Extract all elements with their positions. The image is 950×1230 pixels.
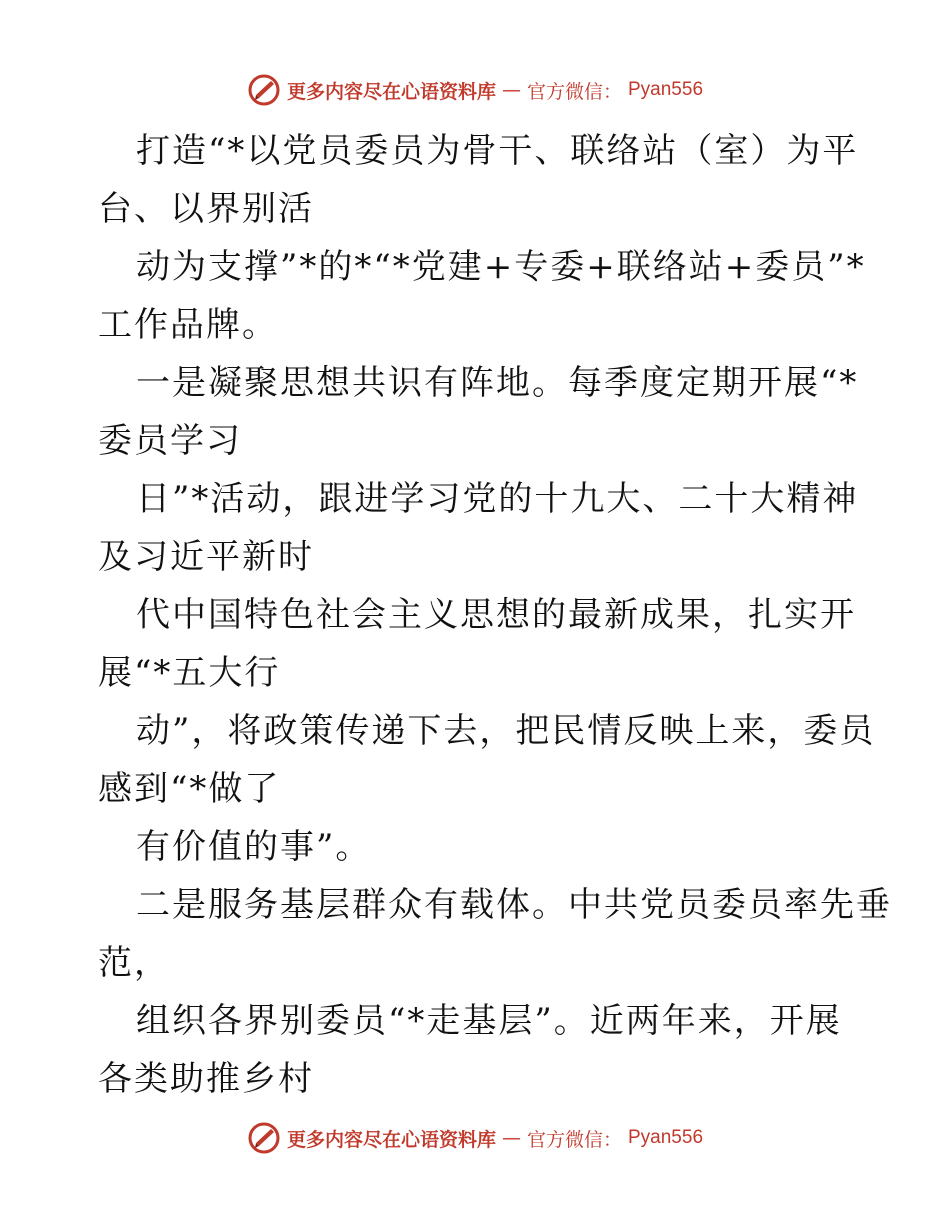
header-brand: 更多内容尽在心语资料库: [286, 80, 496, 103]
header-dash: —: [501, 79, 521, 101]
header-banner: [0, 70, 950, 110]
body-line: 各类助推乡村: [98, 1059, 314, 1099]
body-line: 工作品牌。: [98, 305, 278, 345]
body-line: 一是凝聚思想共识有阵地。每季度定期开展“*: [136, 363, 859, 403]
body-line: 有价值的事”。: [136, 827, 372, 867]
footer-official-label: 官方微信：: [526, 1128, 622, 1151]
body-line: 台、以界别活: [98, 189, 314, 229]
body-line: 组织各界别委员“*走基层”。近两年来，开展: [136, 1001, 842, 1041]
header-official-label: 官方微信：: [526, 80, 622, 103]
body-line: 及习近平新时: [98, 537, 314, 577]
footer-banner: [0, 1118, 950, 1158]
footer-dash: —: [501, 1127, 521, 1149]
footer-brand: 更多内容尽在心语资料库: [286, 1128, 496, 1151]
body-line: 代中国特色社会主义思想的最新成果，扎实开: [136, 595, 856, 635]
logo-icon: [247, 73, 281, 107]
body-line: 动”，将政策传递下去，把民情反映上来，委员: [136, 711, 876, 751]
body-line: 二是服务基层群众有载体。中共党员委员率先垂: [136, 885, 892, 925]
body-line: 委员学习: [98, 421, 242, 461]
body-line: 动为支撑”*的*“*党建+专委+联络站+委员”*: [136, 247, 866, 287]
body-line: 打造“*以党员委员为骨干、联络站（室）为平: [136, 131, 859, 171]
body-line: 日”*活动，跟进学习党的十九大、二十大精神: [136, 479, 859, 519]
header-wechat-id: Pyan556: [628, 79, 704, 100]
body-line: 范，: [98, 943, 170, 983]
document-body: [98, 122, 898, 1108]
body-line: 感到“*做了: [98, 769, 281, 809]
footer-wechat-id: Pyan556: [628, 1127, 704, 1148]
body-line: 展“*五大行: [98, 653, 281, 693]
logo-icon: [247, 1121, 281, 1155]
